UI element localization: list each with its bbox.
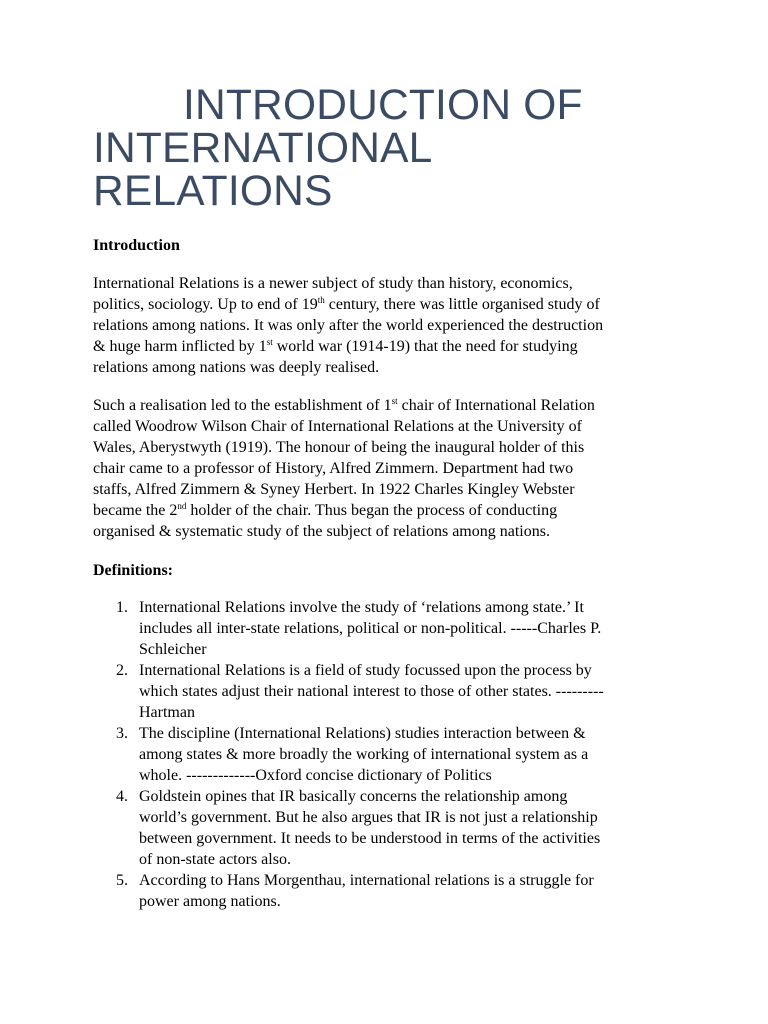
- text-line: between government. It needs to be understood in terms of the activities: [139, 830, 601, 847]
- text-line: among states & more broadly the working of international system as a: [139, 746, 589, 763]
- text-line: staffs, Alfred Zimmern & Syney Herbert. In 1922 Charles Kingley Webster: [93, 481, 575, 498]
- text-line: International Relations involve the study of ‘relations among state.’ It: [139, 599, 584, 616]
- text-line: power among nations.: [139, 893, 281, 910]
- text-line: Wales, Aberystwyth (1919). The honour of being the inaugural holder of this: [93, 439, 585, 456]
- introduction-paragraph-2: [93, 395, 693, 542]
- definitions-heading: Definitions:: [93, 562, 173, 579]
- text-line: which states adjust their national interest to those of other states. ---------: [139, 683, 604, 700]
- text-line: includes all inter-state relations, political or non-political. -----Charles P.: [139, 620, 602, 637]
- list-item: [93, 870, 693, 912]
- text-line: relations among nations. It was only after the world experienced the destruction: [93, 317, 604, 334]
- superscript: st: [266, 337, 273, 347]
- text-line: The discipline (International Relations) studies interaction between &: [139, 725, 586, 742]
- list-item: [93, 597, 693, 660]
- text-line: politics, sociology. Up to end of 19th century, there was little organised study of: [93, 295, 600, 313]
- title-line-1: INTRODUCTION OF: [183, 82, 583, 129]
- document-title: [93, 84, 733, 213]
- text-line: According to Hans Morgenthau, international relations is a struggle for: [139, 872, 594, 889]
- text-line: & huge harm inflicted by 1st world war (1914-19) that the need for studying: [93, 337, 578, 355]
- list-number: 3.: [116, 725, 128, 742]
- text-line: of non-state actors also.: [139, 851, 291, 868]
- title-line-3: RELATIONS: [93, 168, 333, 215]
- text-line: Goldstein opines that IR basically concerns the relationship among: [139, 788, 568, 805]
- text-line: Schleicher: [139, 641, 207, 658]
- list-number: 5.: [116, 872, 128, 889]
- text-line: International Relations is a newer subject of study than history, economics,: [93, 275, 573, 292]
- text-line: organised & systematic study of the subject of relations among nations.: [93, 523, 550, 540]
- text-line: International Relations is a field of study focussed upon the process by: [139, 662, 592, 679]
- text-line: whole. -------------Oxford concise dictionary of Politics: [139, 767, 492, 784]
- text-line: chair came to a professor of History, Alfred Zimmern. Department had two: [93, 460, 574, 477]
- list-item: [93, 786, 693, 870]
- superscript: nd: [177, 501, 187, 511]
- title-line-2: INTERNATIONAL: [93, 125, 433, 172]
- text-line: Such a realisation led to the establishment of 1st chair of International Relation: [93, 396, 595, 414]
- text-line: relations among nations was deeply realised.: [93, 359, 380, 376]
- text-line: became the 2nd holder of the chair. Thus began the process of conducting: [93, 501, 558, 519]
- introduction-paragraph-1: [93, 273, 693, 378]
- superscript: st: [391, 396, 398, 406]
- list-number: 4.: [116, 788, 128, 805]
- list-number: 1.: [116, 599, 128, 616]
- definitions-list: [93, 597, 693, 912]
- text-line: world’s government. But he also argues that IR is not just a relationship: [139, 809, 598, 826]
- list-item: [93, 660, 693, 723]
- text-line: Hartman: [139, 704, 195, 721]
- text-line: called Woodrow Wilson Chair of International Relations at the University of: [93, 418, 582, 435]
- list-item: [93, 723, 693, 786]
- list-number: 2.: [116, 662, 128, 679]
- introduction-heading: Introduction: [93, 237, 180, 254]
- superscript: th: [317, 295, 325, 305]
